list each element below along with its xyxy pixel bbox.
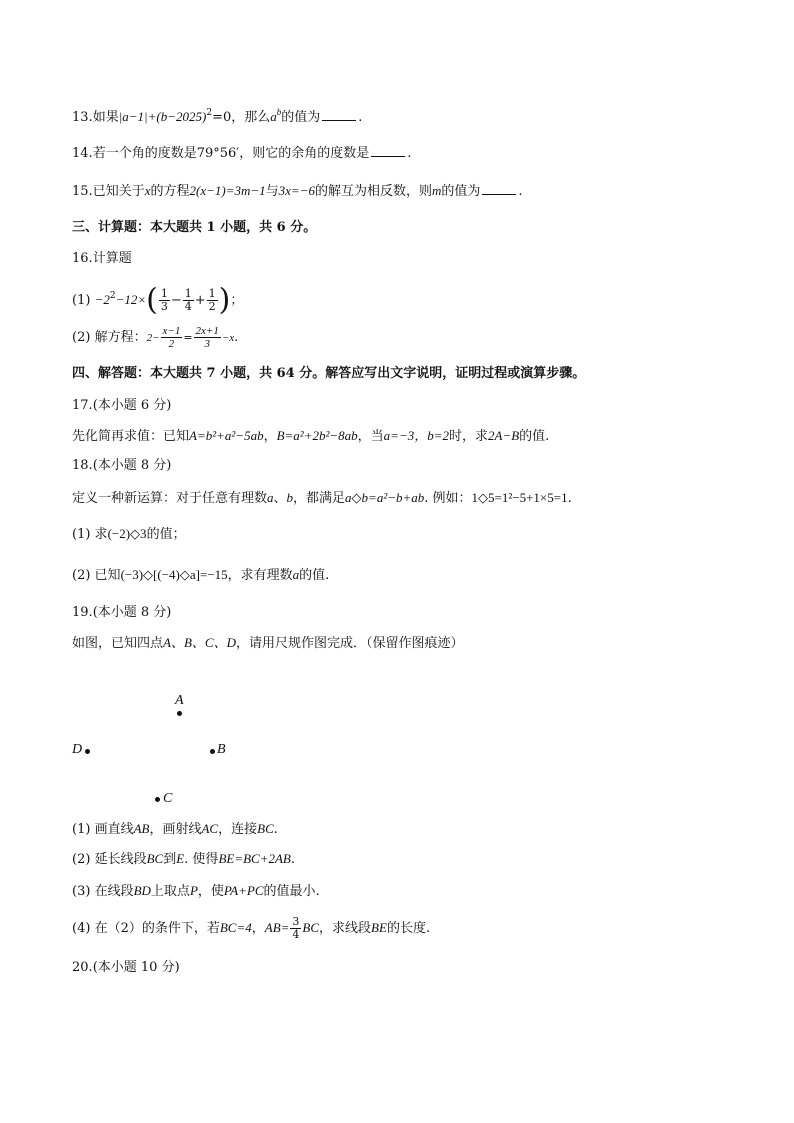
fraction-1-3 bbox=[159, 288, 170, 313]
q19-s2-a: 延长线段 bbox=[94, 852, 147, 867]
question-number: 20. bbox=[72, 960, 93, 975]
fraction-1-4 bbox=[183, 288, 194, 313]
q16-part-2 bbox=[72, 323, 238, 353]
question-score: (本小题 8 分) bbox=[92, 605, 172, 620]
part-label: (1) bbox=[72, 822, 91, 837]
q18-def-end: . bbox=[567, 491, 572, 506]
section-4-title: 四、解答题：本大题共 7 小题，共 64 分。解答应写出文字说明，证明过程或演算步骤。 bbox=[72, 366, 586, 381]
q14-end: . bbox=[407, 146, 412, 161]
q19-s2-expr: BE=BC+2AB bbox=[218, 851, 291, 866]
q19-step-2 bbox=[72, 849, 295, 870]
q19-step-4 bbox=[72, 913, 430, 944]
q13-exponent: 2 bbox=[206, 108, 213, 118]
q19-s4-c: ，求线段 bbox=[319, 921, 372, 936]
right-paren: ) bbox=[218, 282, 231, 318]
frac-den: 4 bbox=[292, 928, 300, 941]
q17-text: 先化简再求值：已知 bbox=[72, 429, 190, 444]
point-c bbox=[155, 797, 160, 802]
part-label: (2) bbox=[72, 330, 91, 345]
q19-s3-b: 上取点 bbox=[150, 884, 190, 899]
q18-def: 定义一种新运算：对于任意有理数 bbox=[72, 491, 268, 506]
answer-blank[interactable] bbox=[371, 144, 405, 157]
q18-def-b: ，都满足 bbox=[293, 491, 346, 506]
q13-equals: =0，那么 bbox=[212, 110, 271, 125]
q19-s3-a: 在线段 bbox=[94, 884, 134, 899]
q15-end: . bbox=[518, 184, 523, 199]
q13-end: . bbox=[358, 110, 363, 125]
q19-s3-p: P bbox=[189, 883, 198, 898]
q19-s2-b: 到 bbox=[163, 852, 177, 867]
op-plus: + bbox=[194, 293, 206, 308]
q18-p2-expr: (−3)◇[(−4)◇a]=−15 bbox=[120, 567, 228, 582]
frac-num: 1 bbox=[160, 287, 168, 300]
q18-p2-var: a bbox=[292, 567, 300, 582]
question-17-body bbox=[72, 426, 549, 447]
q15-text-b: 的方程 bbox=[150, 184, 190, 199]
q19-s3-end: 的值最小. bbox=[263, 884, 320, 899]
answer-blank[interactable] bbox=[482, 182, 516, 195]
q19-s4-expr2a: AB= bbox=[264, 920, 290, 935]
question-14 bbox=[72, 144, 411, 164]
q18-p2-mid: ，求有理数 bbox=[227, 568, 293, 583]
q16-p1-mid: −12× bbox=[115, 292, 147, 307]
question-20-header bbox=[72, 958, 180, 978]
q17-text-c: 时，求 bbox=[449, 429, 489, 444]
question-number: 19. bbox=[72, 605, 93, 620]
q18-def-c: . 例如： bbox=[424, 491, 472, 506]
q16-p1-exp: 2 bbox=[109, 291, 116, 301]
q15-text-e: 的值为 bbox=[441, 184, 481, 199]
q19-s1-bc: BC bbox=[257, 821, 274, 836]
frac-den: 2 bbox=[208, 300, 216, 313]
q13-base: a bbox=[270, 109, 277, 124]
question-13 bbox=[72, 107, 362, 128]
q19-s2-c: . 使得 bbox=[184, 852, 219, 867]
q16-p2-end: . bbox=[234, 330, 239, 345]
q15-text-d: 的解互为相反数，则 bbox=[314, 184, 432, 199]
q19-s3-c: ，使 bbox=[197, 884, 224, 899]
point-b bbox=[210, 749, 215, 754]
question-score: (本小题 10 分) bbox=[92, 960, 180, 975]
q17-end: 的值. bbox=[519, 429, 550, 444]
q16-part-1 bbox=[72, 283, 243, 318]
q19-step-3 bbox=[72, 881, 320, 902]
q18-part-1 bbox=[72, 524, 186, 545]
frac-num: 2x+1 bbox=[195, 325, 219, 337]
op-minus: − bbox=[170, 293, 182, 308]
q19-s1-b: ，画射线 bbox=[149, 822, 202, 837]
q16-p2-text: 解方程： bbox=[94, 330, 147, 345]
q17-target: 2A−B bbox=[488, 428, 520, 443]
q18-rule: a◇b=a²−b+ab bbox=[345, 490, 425, 505]
question-number: 15. bbox=[72, 184, 93, 199]
question-number: 14. bbox=[72, 146, 93, 161]
question-score: (本小题 8 分) bbox=[92, 458, 172, 473]
q18-part-2 bbox=[72, 565, 329, 586]
q19-s1-ac: AC bbox=[201, 821, 219, 836]
label-b: B bbox=[217, 742, 226, 757]
label-c: C bbox=[163, 791, 173, 806]
fraction-1-2 bbox=[207, 288, 218, 313]
question-18-definition bbox=[72, 488, 572, 509]
question-15 bbox=[72, 181, 523, 202]
question-number: 18. bbox=[72, 458, 93, 473]
question-16 bbox=[72, 249, 132, 269]
label-d: D bbox=[72, 742, 83, 757]
q13-expression: |a−1|+(b−2025) bbox=[118, 109, 207, 124]
question-score: (本小题 6 分) bbox=[92, 398, 172, 413]
frac-den: 2 bbox=[168, 338, 175, 350]
fraction-3-4 bbox=[290, 916, 301, 941]
q18-p1-expr: (−2)◇3 bbox=[107, 526, 147, 541]
part-label: (3) bbox=[72, 884, 91, 899]
part-label: (2) bbox=[72, 852, 91, 867]
q19-s4-b: ， bbox=[251, 921, 265, 936]
question-number: 13. bbox=[72, 110, 93, 125]
q13-power: b bbox=[276, 107, 282, 117]
q16-p2-tail: −x bbox=[221, 332, 235, 344]
q15-var-m: m bbox=[432, 183, 442, 198]
q18-p1: (1) 求 bbox=[72, 527, 108, 542]
question-17-header bbox=[72, 396, 171, 416]
q16-title: 计算题 bbox=[92, 251, 132, 266]
q19-s2-end: . bbox=[290, 852, 295, 867]
q19-s1-a: 画直线 bbox=[94, 822, 134, 837]
q19-s4-end: 的长度. bbox=[386, 921, 431, 936]
q15-text-a: 已知关于 bbox=[92, 184, 145, 199]
q15-equation-2: 3x=−6 bbox=[278, 183, 315, 198]
q19-s1-end: . bbox=[273, 822, 278, 837]
q19-s2-bc: BC bbox=[146, 851, 164, 866]
label-a: A bbox=[175, 693, 184, 708]
q15-equation-1: 2(x−1)=3m−1 bbox=[189, 183, 266, 198]
q16-p1-lead: −2 bbox=[94, 292, 110, 307]
section-3-title: 三、计算题：本大题共 1 小题，共 6 分。 bbox=[72, 220, 317, 235]
point-d bbox=[85, 749, 90, 754]
q18-example: 1◇5=1²−5+1×5=1 bbox=[471, 490, 568, 505]
left-paren: ( bbox=[146, 282, 158, 318]
part-label: (4) bbox=[72, 921, 91, 936]
question-number: 17. bbox=[72, 398, 93, 413]
question-number: 16. bbox=[72, 251, 93, 266]
q19-step-1 bbox=[72, 819, 278, 840]
q15-var-x: x bbox=[144, 183, 151, 198]
frac-num: x−1 bbox=[162, 325, 181, 337]
q18-p1-end: 的值； bbox=[146, 527, 186, 542]
q16-p2-eq: = bbox=[183, 331, 193, 344]
q18-sep: 、 bbox=[273, 491, 287, 506]
part-label: (1) bbox=[72, 293, 91, 308]
frac-den: 3 bbox=[204, 338, 210, 350]
q18-var-a: a bbox=[267, 490, 274, 505]
q19-s4-expr2b: BC bbox=[302, 920, 320, 935]
frac-den: 4 bbox=[184, 300, 192, 313]
fraction-2x-plus-1 bbox=[194, 325, 221, 350]
point-a bbox=[177, 711, 182, 716]
q17-values: a=−3，b=2 bbox=[383, 428, 449, 443]
q19-points-list: A、B、C、D bbox=[163, 635, 236, 650]
q19-s2-e: E bbox=[176, 851, 185, 866]
q17-sep: ， bbox=[263, 429, 277, 444]
q13-text-b: 的值为 bbox=[281, 110, 321, 125]
q19-s4-be: BE bbox=[371, 920, 387, 935]
q17-expr-b: B=a²+2b²−8ab bbox=[276, 428, 358, 443]
q19-s3-expr: PA+PC bbox=[223, 883, 264, 898]
q18-var-b: b bbox=[286, 490, 294, 505]
q19-s1-ab: AB bbox=[133, 821, 150, 836]
q19-s1-c: ，连接 bbox=[218, 822, 258, 837]
q19-intro-end: ，请用尺规作图完成．（保留作图痕迹） bbox=[235, 636, 464, 651]
q14-text: 若一个角的度数是79°56′，则它的余角的度数是 bbox=[92, 146, 370, 161]
frac-num: 1 bbox=[184, 287, 192, 300]
q19-s3-bd: BD bbox=[133, 883, 151, 898]
frac-num: 3 bbox=[292, 915, 300, 928]
q18-p2: (2) 已知 bbox=[72, 568, 121, 583]
q18-p2-end: 的值. bbox=[299, 568, 330, 583]
frac-num: 1 bbox=[208, 287, 216, 300]
q16-p1-end: ； bbox=[230, 293, 244, 308]
q15-text-c: 与 bbox=[265, 184, 279, 199]
answer-blank[interactable] bbox=[322, 108, 356, 121]
question-19-intro bbox=[72, 633, 463, 654]
q16-p2-lead: 2− bbox=[146, 332, 160, 344]
q17-text-b: ，当 bbox=[357, 429, 384, 444]
q19-s4-expr1: BC=4 bbox=[219, 920, 252, 935]
q17-expr-a: A=b²+a²−5ab bbox=[189, 428, 264, 443]
q19-intro: 如图，已知四点 bbox=[72, 636, 164, 651]
frac-den: 3 bbox=[160, 300, 168, 313]
q13-text: 如果 bbox=[92, 110, 119, 125]
fraction-x-minus-1 bbox=[161, 325, 183, 350]
q19-s4-a: 在（2）的条件下，若 bbox=[94, 921, 220, 936]
question-19-header bbox=[72, 603, 171, 623]
question-18-header bbox=[72, 456, 171, 476]
